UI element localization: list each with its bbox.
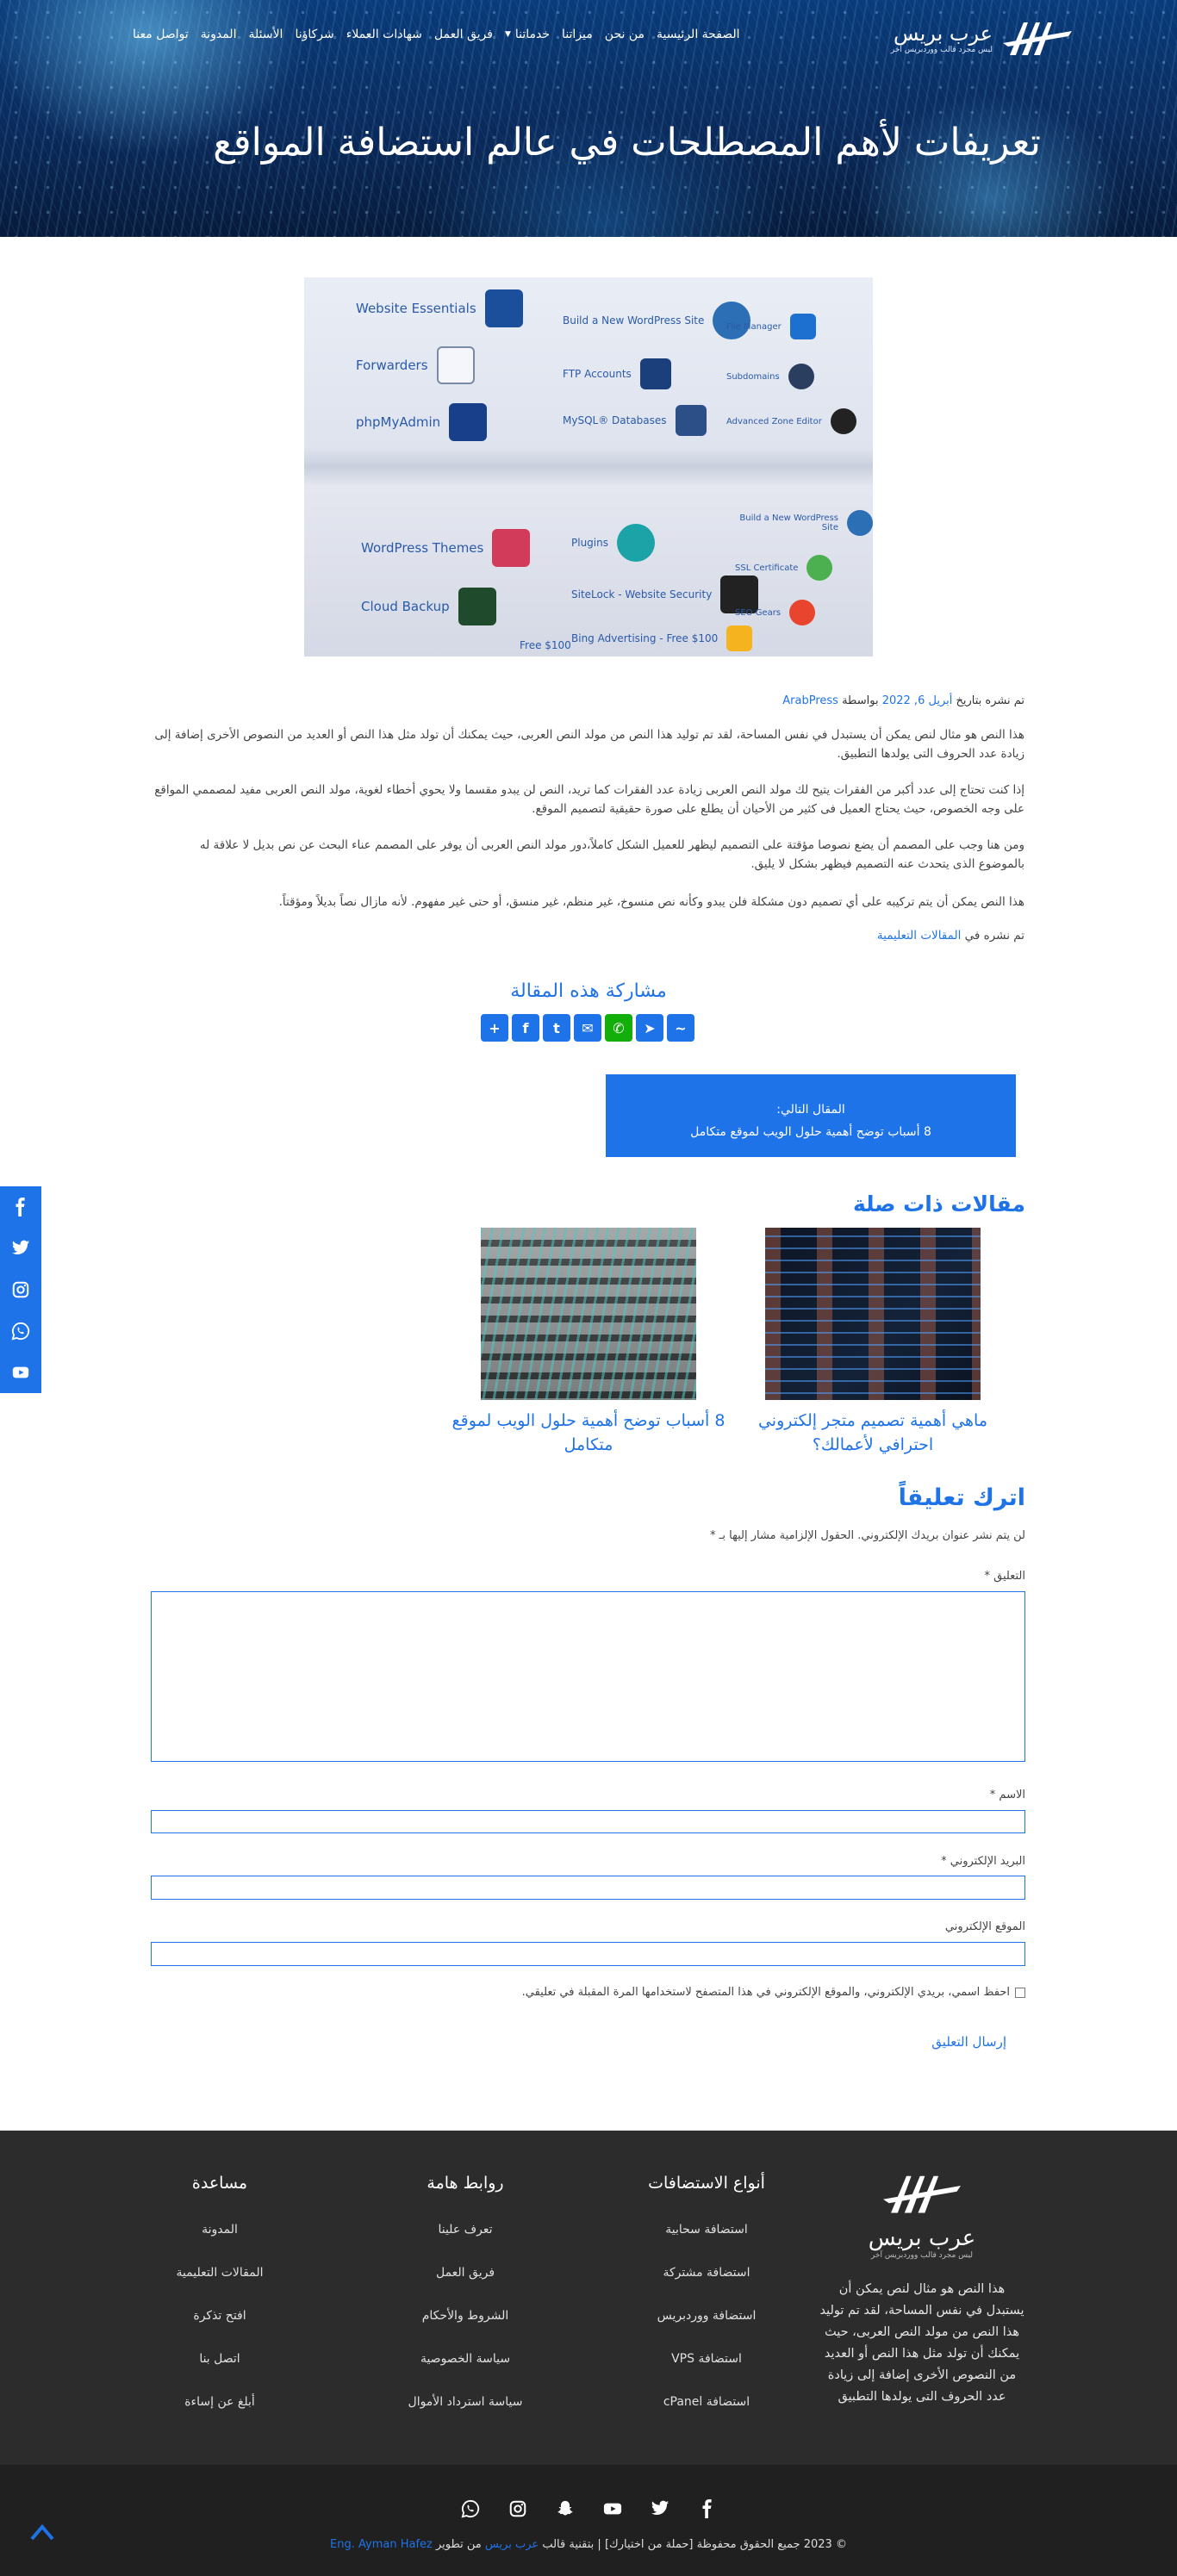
logo-name: عرب بريس	[894, 22, 993, 46]
nav-item-contact[interactable]: تواصل معنا	[133, 28, 189, 41]
cpanel-row: FTP Accounts	[563, 358, 671, 389]
related-post-image[interactable]	[765, 1228, 981, 1400]
comment-textarea[interactable]	[151, 1591, 1025, 1762]
forwarders-icon	[437, 346, 475, 384]
footer-link[interactable]: أبلغ عن إساءة	[184, 2395, 255, 2409]
plugins-icon	[617, 524, 655, 562]
save-info-label: احفظ اسمي، بريدي الإلكتروني، والموقع الإلكتروني في هذا المتصفح لاستخدامها المرة المقبلة في تعليقي.	[521, 1986, 1010, 1999]
cpanel-row: phpMyAdmin	[356, 403, 487, 441]
cpanel-row: Bing Advertising - Free $100	[571, 625, 752, 651]
footer-description: هذا النص هو مثال لنص يمكن أن يستبدل في نفس المساحة، لقد تم توليد هذا النص من مولد النص العربى، حيث يمكنك أن تولد مثل هذا النص أو العديد من النصوص الأخرى إضافة إلى زيادة عدد الحروف التى يولدها التطبيق	[819, 2282, 1024, 2404]
side-instagram-link[interactable]	[0, 1269, 41, 1310]
telegram-icon: ➤	[644, 1019, 656, 1036]
nav-item-partners[interactable]: شركاؤنا	[295, 28, 334, 41]
nav-item-team[interactable]: فريق العمل	[433, 28, 493, 41]
side-youtube-link[interactable]	[0, 1352, 41, 1393]
facebook-icon	[698, 2499, 717, 2518]
site-footer	[0, 2131, 1177, 2465]
article-paragraph: هذا النص يمكن أن يتم تركيبه على أي تصميم دون مشكلة فلن يبدو وكأنه نص منسوخ، غير منظم، غير منسق، أو حتى غير مفهوم. لأنه مازال نصاً بديلاً ومؤقتاً.	[278, 895, 1024, 909]
footer-link[interactable]: المدونة	[202, 2223, 238, 2237]
next-post-label: المقال التالي:	[776, 1103, 845, 1117]
next-post-title: 8 أسباب توضح أهمية حلول الويب لموقع متكامل	[690, 1125, 931, 1139]
snapchat-icon	[556, 2499, 575, 2518]
facebook-icon	[11, 1198, 30, 1216]
related-post-card[interactable]	[731, 1228, 1015, 1457]
hero-banner	[0, 0, 1177, 237]
email-icon: ✉	[582, 1019, 594, 1036]
article-meta: تم نشره بتاريخ أبريل 6, 2022 بواسطة ArabPress	[782, 694, 1024, 707]
nav-item-about[interactable]: من نحن	[604, 28, 645, 41]
related-posts-title: مقالات ذات صلة	[852, 1192, 1025, 1216]
footer-link[interactable]: استضافة cPanel	[663, 2395, 750, 2409]
footer-column-help	[116, 2131, 323, 2424]
footer-youtube-link[interactable]	[602, 2498, 623, 2519]
website-input[interactable]	[151, 1942, 1025, 1966]
wordpress-themes-icon	[492, 529, 530, 567]
footer-link[interactable]: تعرف علينا	[438, 2223, 493, 2237]
footer-social-links	[0, 2498, 1177, 2519]
footer-link[interactable]: سياسة الخصوصية	[420, 2352, 511, 2366]
side-facebook-link[interactable]	[0, 1186, 41, 1228]
footer-link[interactable]: فريق العمل	[435, 2266, 495, 2280]
nav-item-services[interactable]	[505, 28, 550, 41]
cpanel-row: Free $100	[520, 639, 571, 651]
footer-link[interactable]: استضافة ووردبريس	[657, 2309, 757, 2323]
email-label: البريد الإلكتروني *	[941, 1855, 1025, 1868]
phpmyadmin-icon	[449, 403, 487, 441]
instagram-icon	[508, 2499, 527, 2518]
footer-facebook-link[interactable]	[697, 2498, 718, 2519]
mysql-icon	[676, 405, 707, 436]
footer-bottom-bar	[0, 2465, 1177, 2576]
website-label: الموقع الإلكتروني	[944, 1920, 1025, 1933]
twitter-icon	[11, 1239, 30, 1258]
nav-item-blog[interactable]: المدونة	[200, 28, 237, 41]
cpanel-row: File Manager	[726, 314, 816, 339]
footer-link[interactable]: المقالات التعليمية	[176, 2266, 264, 2280]
subdomains-icon	[788, 364, 814, 389]
cpanel-row: MySQL® Databases	[563, 405, 707, 436]
footer-link[interactable]: استضافة سحابية	[665, 2223, 748, 2237]
comment-label: التعليق *	[984, 1570, 1025, 1583]
share-buttons	[481, 1014, 694, 1042]
name-label: الاسم *	[989, 1789, 1025, 1801]
cpanel-row: Build a New WordPress Site	[735, 510, 873, 536]
nav-item-home[interactable]: الصفحة الرئيسية	[656, 28, 740, 41]
email-input[interactable]	[151, 1876, 1025, 1900]
save-info-row	[522, 1986, 1025, 1999]
footer-brand-tagline: ليس مجرد قالب ووردبريس آخر	[870, 2251, 974, 2260]
footer-link[interactable]: سياسة استرداد الأموال	[408, 2395, 523, 2409]
twitter-icon	[651, 2499, 669, 2518]
logo-tagline: ليس مجرد قالب ووردبريس آخر	[890, 46, 993, 54]
nav-item-features[interactable]: ميزاتنا	[562, 28, 593, 41]
bing-icon	[726, 625, 752, 651]
next-post-link[interactable]	[606, 1074, 1016, 1157]
twitter-icon: t	[553, 1019, 560, 1036]
share-telegram-button[interactable]	[636, 1014, 663, 1042]
footer-column-title: مساعدة	[191, 2174, 248, 2193]
ssl-icon	[806, 555, 832, 581]
article-paragraph: ومن هنا وجب على المصمم أن يضع نصوصا مؤقتة على التصميم ليظهر للعميل الشكل كاملاً،دور مولد النص العربى أن يوفر على المصمم عناء البحث عن نص بديل لا علاقة له بالموضوع الذى يتحدث عنه التصميم فيظهر بشكل لا يليق.	[199, 838, 1024, 871]
share-add-button[interactable]	[481, 1014, 508, 1042]
arabpress-logo-icon	[1001, 17, 1074, 59]
share-twitter-button[interactable]	[543, 1014, 570, 1042]
cpanel-row: Plugins	[571, 524, 655, 562]
youtube-icon	[11, 1363, 30, 1382]
ftp-icon	[640, 358, 671, 389]
save-info-checkbox[interactable]	[1015, 1988, 1025, 1998]
seo-icon	[789, 600, 815, 625]
youtube-icon	[602, 2499, 623, 2518]
page-title: تعريفات لأهم المصطلحات في عالم استضافة المواقع	[213, 121, 1041, 165]
cpanel-row: SEO Gears	[735, 600, 815, 625]
messenger-icon: ~	[675, 1019, 687, 1036]
scroll-to-top-icon[interactable]	[29, 2522, 55, 2542]
article-paragraph: إذا كنت تحتاج إلى عدد أكبر من الفقرات يتيح لك مولد النص العربى زيادة عدد الفقرات كما تريد، النص لن يبدو مقسما ولا يحوي أخطاء لغوية، مولد النص العربى مفيد لمصممي المواقع على وجه الخصوص، حيث يحتاج العميل فى كثير من الأحيان أن يطلع على صورة حقيقية لتصميم الموقع.	[154, 783, 1024, 816]
website-essentials-icon	[485, 289, 523, 327]
dns-icon	[831, 408, 856, 434]
footer-link[interactable]: استضافة مشتركة	[663, 2266, 750, 2280]
article-date-link[interactable]: أبريل 6, 2022	[881, 694, 953, 707]
plus-icon: +	[489, 1019, 501, 1036]
whatsapp-icon: ✆	[613, 1019, 625, 1036]
cpanel-row: SSL Certificate	[735, 555, 832, 581]
cloud-backup-icon	[458, 588, 496, 625]
footer-snapchat-link[interactable]	[555, 2498, 576, 2519]
nav-item-faq[interactable]: الأسئلة	[248, 28, 283, 41]
comment-form-title: اترك تعليقاً	[898, 1484, 1025, 1511]
footer-column-important	[362, 2131, 569, 2424]
theme-link[interactable]: عرب بريس	[484, 2538, 539, 2551]
share-title: مشاركة هذه المقالة	[510, 980, 667, 1002]
cpanel-row: Forwarders	[356, 346, 475, 384]
share-email-button[interactable]	[574, 1014, 601, 1042]
wordpress-icon	[847, 510, 873, 536]
cpanel-row: Cloud Backup	[361, 588, 496, 625]
footer-brand	[819, 2170, 1025, 2408]
nav-item-services-label: خدماتنا	[514, 28, 551, 41]
related-post-title[interactable]: ماهي أهمية تصميم متجر إلكتروني احترافي لأعمالك؟	[757, 1411, 988, 1454]
submit-comment-button[interactable]: إرسال التعليق	[931, 2034, 1006, 2050]
instagram-icon	[11, 1280, 30, 1299]
nav-menu	[133, 28, 740, 41]
file-manager-icon	[790, 314, 816, 339]
cpanel-row: SiteLock - Website Security	[571, 576, 758, 613]
facebook-icon: f	[522, 1019, 529, 1036]
chevron-down-icon: ▼	[504, 30, 511, 39]
article-category: تم نشره في المقالات التعليمية	[876, 929, 1024, 943]
footer-link[interactable]: اتصل بنا	[199, 2352, 240, 2366]
main-navigation	[0, 0, 1177, 74]
footer-link[interactable]: الشروط والأحكام	[421, 2309, 509, 2323]
name-input[interactable]	[151, 1810, 1025, 1833]
footer-whatsapp-link[interactable]	[460, 2498, 481, 2519]
category-link[interactable]: المقالات التعليمية	[876, 929, 962, 943]
cpanel-row: WordPress Themes	[361, 529, 530, 567]
copyright: © 2023 جميع الحقوق محفوظة [حملة من اختيارك] | بتقنية قالب عرب بريس من تطوير Eng. Ayman Hafez	[330, 2538, 847, 2551]
footer-column-title: روابط هامة	[427, 2174, 504, 2193]
side-twitter-link[interactable]	[0, 1228, 41, 1269]
footer-twitter-link[interactable]	[650, 2498, 670, 2519]
related-post-title[interactable]: 8 أسباب توضح أهمية حلول الويب لموقع متكامل	[451, 1411, 726, 1454]
footer-column-hosting	[603, 2131, 810, 2424]
side-social-bar	[0, 1186, 41, 1393]
footer-brand-name: عرب بريس	[868, 2225, 976, 2251]
whatsapp-icon	[461, 2499, 480, 2518]
share-facebook-button[interactable]	[512, 1014, 539, 1042]
related-post-card[interactable]	[446, 1228, 731, 1457]
share-messenger-button[interactable]	[667, 1014, 694, 1042]
related-post-image[interactable]	[481, 1228, 696, 1400]
site-logo[interactable]	[867, 16, 1074, 60]
cpanel-row: Website Essentials	[356, 289, 523, 327]
footer-instagram-link[interactable]	[508, 2498, 528, 2519]
footer-link[interactable]: افتح تذكرة	[193, 2309, 246, 2323]
comment-form-note: لن يتم نشر عنوان بريدك الإلكتروني. الحقول الإلزامية مشار إليها بـ *	[709, 1529, 1025, 1542]
article-paragraph: هذا النص هو مثال لنص يمكن أن يستبدل في نفس المساحة، لقد تم توليد هذا النص من مولد النص العربى، حيث يمكنك أن تولد مثل هذا النص أو العديد من النصوص الأخرى إضافة إلى زيادة عدد الحروف التى يولدها التطبيق.	[154, 728, 1024, 761]
side-whatsapp-link[interactable]	[0, 1310, 41, 1352]
article-author-link[interactable]: ArabPress	[782, 694, 838, 707]
share-whatsapp-button[interactable]	[605, 1014, 632, 1042]
whatsapp-icon	[11, 1322, 30, 1341]
arabpress-logo-icon	[881, 2170, 963, 2217]
footer-link[interactable]: استضافة VPS	[671, 2352, 742, 2366]
cpanel-row: Advanced Zone Editor	[726, 408, 856, 434]
article-featured-image	[304, 277, 873, 656]
cpanel-row: Build a New WordPress Site	[563, 302, 750, 339]
cpanel-row: Subdomains	[726, 364, 814, 389]
nav-item-testimonials[interactable]: شهادات العملاء	[346, 28, 422, 41]
footer-column-title: أنواع الاستضافات	[648, 2174, 765, 2193]
developer-link[interactable]: Eng. Ayman Hafez	[330, 2538, 433, 2551]
